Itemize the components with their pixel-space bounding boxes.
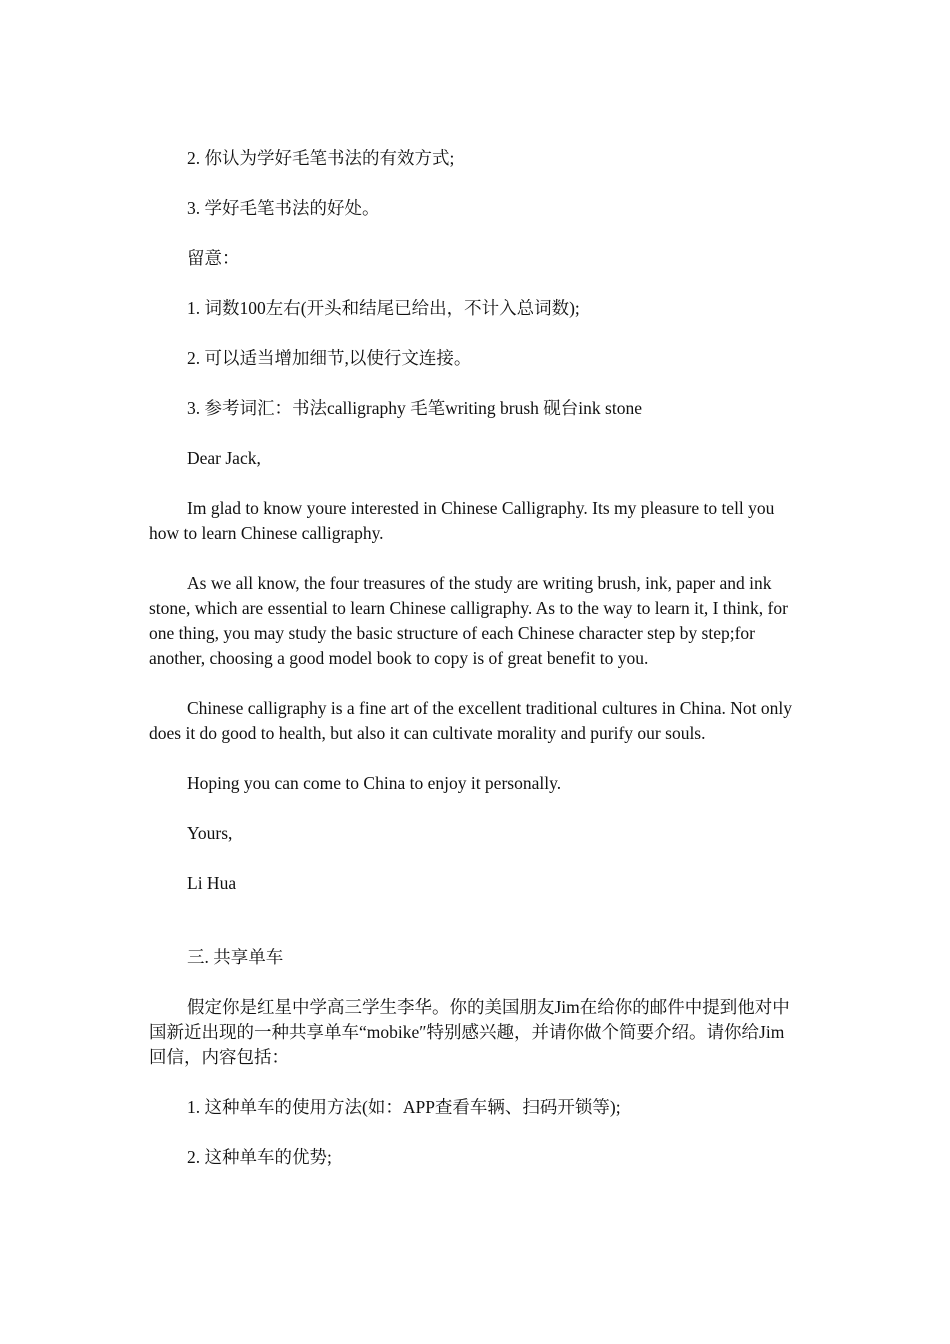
section-spacer bbox=[149, 921, 801, 945]
document-body bbox=[149, 146, 801, 1195]
requirement-item: 3. 学好毛笔书法的好处。 bbox=[187, 198, 380, 218]
note-item: 3. 参考词汇：书法calligraphy 毛笔writing brush 砚台ink stone bbox=[187, 398, 642, 418]
note-item: 1. 词数100左右(开头和结尾已给出，不计入总词数); bbox=[187, 298, 580, 318]
requirement-item: 2. 这种单车的优势; bbox=[187, 1147, 332, 1167]
section-heading: 三. 共享单车 bbox=[187, 947, 284, 967]
letter-paragraph: Hoping you can come to China to enjoy it personally. bbox=[187, 773, 562, 793]
letter-paragraph: Im glad to know youre interested in Chinese Calligraphy. Its my pleasure to tell you how to learn Chinese calligraphy. bbox=[149, 498, 775, 543]
task-description: 假定你是红星中学高三学生李华。你的美国朋友Jim在给你的邮件中提到他对中国新近出现的一种共享单车“mobike″特别感兴趣，并请你做个简要介绍。请你给Jim回信，内容包括： bbox=[149, 997, 790, 1067]
letter-paragraph: Chinese calligraphy is a fine art of the excellent traditional cultures in China. Not only does it do good to health, but also it can cultivate morality and purify our souls. bbox=[149, 698, 793, 743]
note-item: 2. 可以适当增加细节,以使行文连接。 bbox=[187, 348, 472, 368]
letter-salutation: Dear Jack, bbox=[187, 448, 261, 468]
letter-paragraph: As we all know, the four treasures of the study are writing brush, ink, paper and ink stone, which are essential to learn Chinese calligraphy. As to the way to learn it, I think, for one thing, you may study the basic structure of each Chinese character step by step;for another, choosing a good model book to copy is of great benefit to you. bbox=[149, 573, 788, 668]
letter-closing: Yours, bbox=[187, 823, 233, 843]
letter-signature: Li Hua bbox=[187, 873, 237, 893]
notes-heading: 留意： bbox=[187, 248, 240, 268]
requirement-item: 2. 你认为学好毛笔书法的有效方式; bbox=[187, 148, 455, 168]
requirement-item: 1. 这种单车的使用方法(如：APP查看车辆、扫码开锁等); bbox=[187, 1097, 621, 1117]
